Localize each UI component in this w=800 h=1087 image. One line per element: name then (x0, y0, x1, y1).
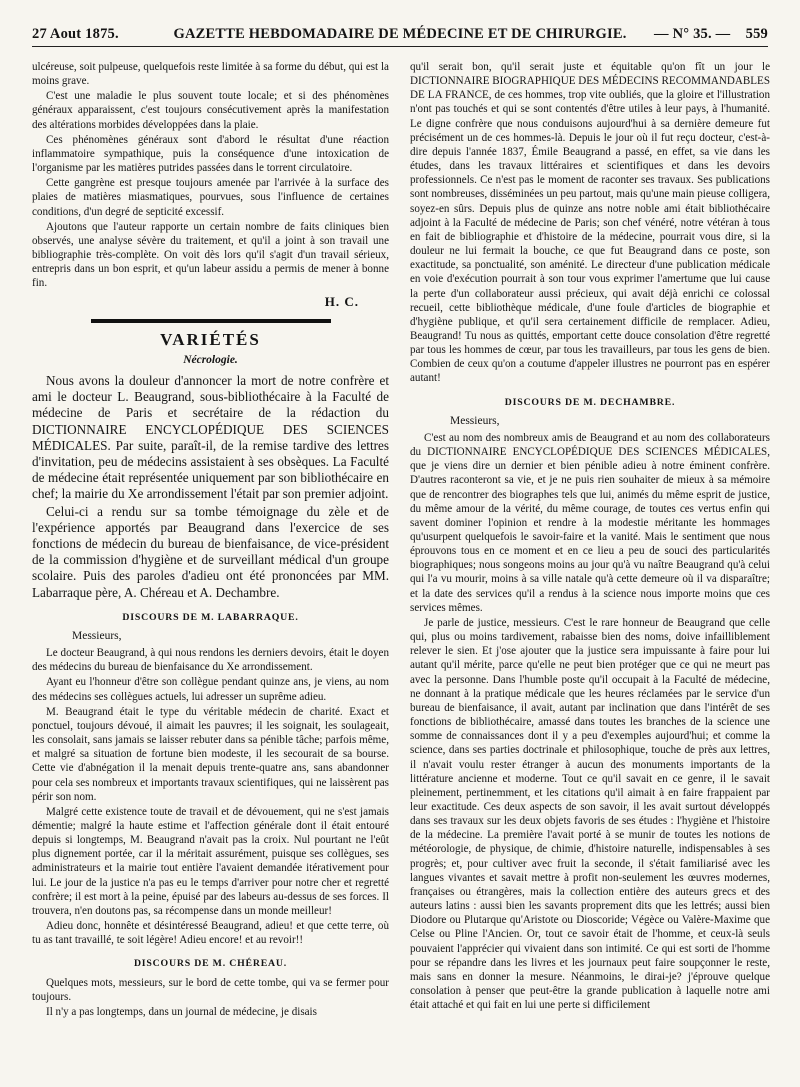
speech-salutation: Messieurs, (72, 629, 122, 642)
paragraph: C'est au nom des nombreux amis de Beaugrand et au nom des collaborateurs du DICTIONNAIRE ENCYCLOPÉDIQUE DES SCIENCES MÉDICALES, que je viens dire un dernier et bien pénible adieu à notre éminent confrère. D'autres raconteront sa vie, et je ne puis rien souhaiter de mieux à sa mémoire que de rencontrer des biographes tels que lui, animés du même esprit de justice, du même amour de la vérité, du même courage, de toutes ces vertus enfin qui savent dominer l'opinion et rendre à la modestie méritante les hommages qu'usurpent quelquefois le savoir-faire et la vanité. Mais le sentiment que nous éprouvons tous en ce moment et en ce lieu a peu de souci des particularités biographiques; nous songeons moins au jour qu'à vu naître Beaugrand qu'à celui qui l'a vu mourir, moins à sa ville natale qu'à cette demeure où il va disparaître; et la date des services qu'il a rendus à la science nous importe moins que ces services mêmes. (410, 431, 770, 614)
page-header (32, 22, 768, 47)
page-number: 559 (745, 26, 768, 42)
issue-number-and-page (654, 26, 768, 43)
speech-heading: DISCOURS DE M. DECHAMBRE. (504, 396, 676, 408)
paragraph: Ayant eu l'honneur d'être son collègue pendant quinze ans, je viens, au nom des médecins ses collègues actuels, lui adresser un suprême adieu. (32, 676, 389, 703)
speech-heading: DISCOURS DE M. LABARRAQUE. (122, 611, 299, 623)
left-column (32, 60, 389, 1069)
speech-salutation: Messieurs, (450, 414, 500, 427)
paragraph: Malgré cette existence toute de travail et de dévouement, qui ne s'est jamais démentie; malgré la haute estime et l'affection générale dont il était entouré depuis si longtemps, M. Beaugrand n'avait pas la croix. Nul pourtant ne l'eût plus dignement portée, car il la méritait assurément, puisque ses collègues, ses administrateurs et la mairie tout entière l'avaient demandée itérativement pour lui. Le jour de la justice n'a pas eu le temps d'arriver pour notre cher et regretté confrère; il est mort à la peine, épuisé par des labeurs au-dessus de ses forces. Il trouvera, n'en doutons pas, sa récompense dans un monde meilleur! (32, 805, 389, 917)
speech-heading: DISCOURS DE M. CHÉREAU. (133, 958, 288, 970)
paragraph: ulcéreuse, soit pulpeuse, quelquefois reste limitée à sa forme du début, qui est la moins grave. (32, 61, 389, 88)
paragraph: Ces phénomènes généraux sont d'abord le résultat d'une réaction inflammatoire sympathique, puis la conséquence d'une intoxication de l'organisme par les matières putrides passées dans le torrent circulatoire. (32, 133, 389, 175)
review-signature: H. C. (324, 293, 359, 309)
subsection-title: Nécrologie. (183, 353, 238, 366)
paragraph: Ajoutons que l'auteur rapporte un certain nombre de faits cliniques bien observés, une analyse sévère du traitement, et qu'il a joint à son travail une bibliographie très-complète. On voit dès lors qu'il s'agit d'un travail sérieux, entrepris dans un bon esprit, et qu'un labeur assidu a permis de mener à bonne fin. (32, 220, 389, 290)
lead-paragraph: Nous avons la douleur d'annoncer la mort de notre confrère et ami le docteur L. Beaugrand, sous-bibliothécaire à la Faculté de médecine de Paris et secrétaire de la rédaction du DICTIONNAIRE ENCYCLOPÉDIQUE DES SCIENCES MÉDICALES. Par suite, paraît-il, de la remise tardive des lettres d'invitation, peu de médecins assistaient à ses obsèques. La Faculté de médecine était représentée uniquement par son bibliothécaire en chef; la mairie du Xe arrondissement l'était par son premier adjoint. (32, 372, 389, 502)
paragraph: qu'il serait bon, qu'il serait juste et équitable qu'on fît un jour le DICTIONNAIRE BIOGRAPHIQUE DES MÉDECINS RECOMMANDABLES DE LA FRANCE, de ces hommes, trop vite oubliés, que la gloire et l'illustration n'ont pas touchés et qui se sont contentés d'être utiles à leur pays, à l'humanité. Le digne confrère que nous conduisons aujourd'hui à sa dernière demeure fut précisément un de ces hommes-là. Depuis le jour où il fut reçu docteur, c'est-à-dire depuis l'année 1837, Émile Beaugrand a passé, en effet, sa vie dans les études, dans les travaux littéraires et scientifiques et dans les devoirs professionnels. Ce n'est pas le moment de raconter ses travaux. Ses publications sont nombreuses, disséminées un peu partout, mais qu'une main pieuse colligera, soyez-en sûrs. Depuis plus de quinze ans notre noble ami était bibliothécaire adjoint à la Faculté de médecine de Paris; son chef vénéré, notre vétéran à tous en fait de bibliographie et d'histoire de la médecine, pourrait vous dire, si la douleur ne lui fermait la bouche, ce que fut Beaugrand dans ce poste, son exactitude, sa ponctualité, son aménité. Le directeur d'une publication médicale en voie d'exécution pourrait à son tour vous exprimer l'amertume que lui cause la perte d'un collaborateur aussi précieux, qui avait déjà enrichi ce colossal recueil, cette bibliothèque médicale, d'une foule d'articles de biographie et d'hygiène publique, et qu'il sera certainement difficile de remplacer. Adieu, Beaugrand! Tu nous as quittés, emportant cette douce consolation d'être regretté par tous les hommes de cœur, par tous les travailleurs, par tous les gens de bien. Combien de ceux qu'on a coutume d'appeler illustres ne pourront pas en espérer autant! (410, 61, 770, 385)
paragraph: Adieu donc, honnête et désintéressé Beaugrand, adieu! et que cette terre, où tu as tant travaillé, te soit légère! Adieu encore! et au revoir!! (32, 920, 389, 947)
section-divider (91, 319, 331, 323)
paragraph: Quelques mots, messieurs, sur le bord de cette tombe, qui va se fermer pour toujours. (32, 976, 389, 1003)
paragraph: Je parle de justice, messieurs. C'est le rare honneur de Beaugrand que celle qui, plus ou moins tardivement, rabaisse bien des noms, doive infailliblement relever le sien. Et j'ose ajouter que la justice sera impuissante à faire pour lui autant qu'il mérite, parce qu'elle ne peut bien protéger que ce qui ne meurt pas avec la personne. Dans l'humble poste qu'il occupait à la Faculté de médecine, ne donnant à la pratique médicale que les heures réclamées par le service d'un bureau de bienfaisance, il avait, autant par inclination que dans l'intérêt de ses fonctions de bibliothécaire, amassé dans toutes les branches de la science une somme de connaissances dont il y a peu d'exemples aujourd'hui; et comme la science, dans ses parties doctrinale et philosophique, touche de près aux lettres, il n'avait voulu rester étranger à aucun des monuments importants de la littérature ancienne et moderne. Tout ce qu'il savait en ce genre, il le savait pleinement, pertinemment, et les citations qu'il aimait à en faire frappaient par leur exactitude. Ces deux aspects de son savoir, il les avait surtout développés dans ses travaux sur les deux objets favoris de ses études : l'hygiène et l'histoire de la médecine. La première l'avait porté à se munir de toutes les notions de météorologie, de physique, de chimie, d'histoire naturelle, indispensables à ses progrès; et, pour cultiver avec fruit la seconde, il s'était familiarisé avec les langues vivantes et savait mettre à profit non-seulement les œuvres modernes, françaises ou étrangères, mais la collection entière des auteurs grecs et des auteurs latins : aussi bien les savants proprement dits que les lettrés; aussi bien Diodore ou Plutarque qu'Aristote ou Dioscoride; Végèce ou Valère-Maxime que Celse ou Pline l'Ancien. Or, tout ce savoir était de l'homme, et ceux-là seuls pouvaient l'apprécier qui vivaient dans son intimité. Ce qui est sorti de l'homme pour se répandre dans les livres et les journaux peut faire soupçonner le reste, mais sans en donner la mesure. Néanmoins, le dirai-je? j'éprouve quelque consolation à penser que peut-être la grande publication à laquelle notre ami était attaché et qui fait en lui une perte si difficilement (410, 616, 770, 1012)
paragraph: Le docteur Beaugrand, à qui nous rendons les derniers devoirs, était le doyen des médecins du bureau de bienfaisance du Xe arrondissement. (32, 647, 389, 674)
issue-number: — N° 35. — (654, 26, 731, 42)
journal-title: GAZETTE HEBDOMADAIRE DE MÉDECINE ET DE CHIRURGIE. (173, 26, 627, 42)
issue-date: 27 Aout 1875. (32, 26, 119, 42)
lead-paragraph: Celui-ci a rendu sur sa tombe témoignage du zèle et de l'expérience apportés par Beaugrand dans l'exercice de ses fonctions de médecin du bureau de bienfaisance, de vice-président de la commission d'hygiène et de surveillant médical d'un groupe scolaire. Puis des paroles d'adieu ont été prononcées par MM. Labarraque père, A. Chéreau et A. Dechambre. (32, 503, 389, 600)
paragraph: Cette gangrène est presque toujours amenée par l'arrivée à la surface des plaies de matières miasmatiques, pourvues, sous l'influence de certaines conditions, d'un degré de septicité excessif. (32, 177, 389, 218)
paragraph: C'est une maladie le plus souvent toute locale; et si des phénomènes généraux apparaissent, c'est toujours consécutivement après la manifestation des altérations morbides développées dans la plaie. (32, 90, 389, 131)
paragraph: M. Beaugrand était le type du véritable médecin de charité. Exact et ponctuel, toujours dévoué, il aimait les pauvres; il les soignait, les soulageait, les consolait, sans jamais se laisser rebuter dans sa pénible tâche; parfois même, et malgré sa situation de fortune bien modeste, il les secourait de sa bourse. Cette vie d'abnégation il la menait depuis trente-quatre ans, sans abandonner pour cela ses nombreux et importants travaux scientifiques, qui ne laissèrent pas périr son nom. (32, 705, 389, 803)
paragraph: Il n'y a pas longtemps, dans un journal de médecine, je disais (46, 1005, 317, 1018)
right-column (410, 60, 770, 1069)
section-title: VARIÉTÉS (160, 329, 261, 349)
